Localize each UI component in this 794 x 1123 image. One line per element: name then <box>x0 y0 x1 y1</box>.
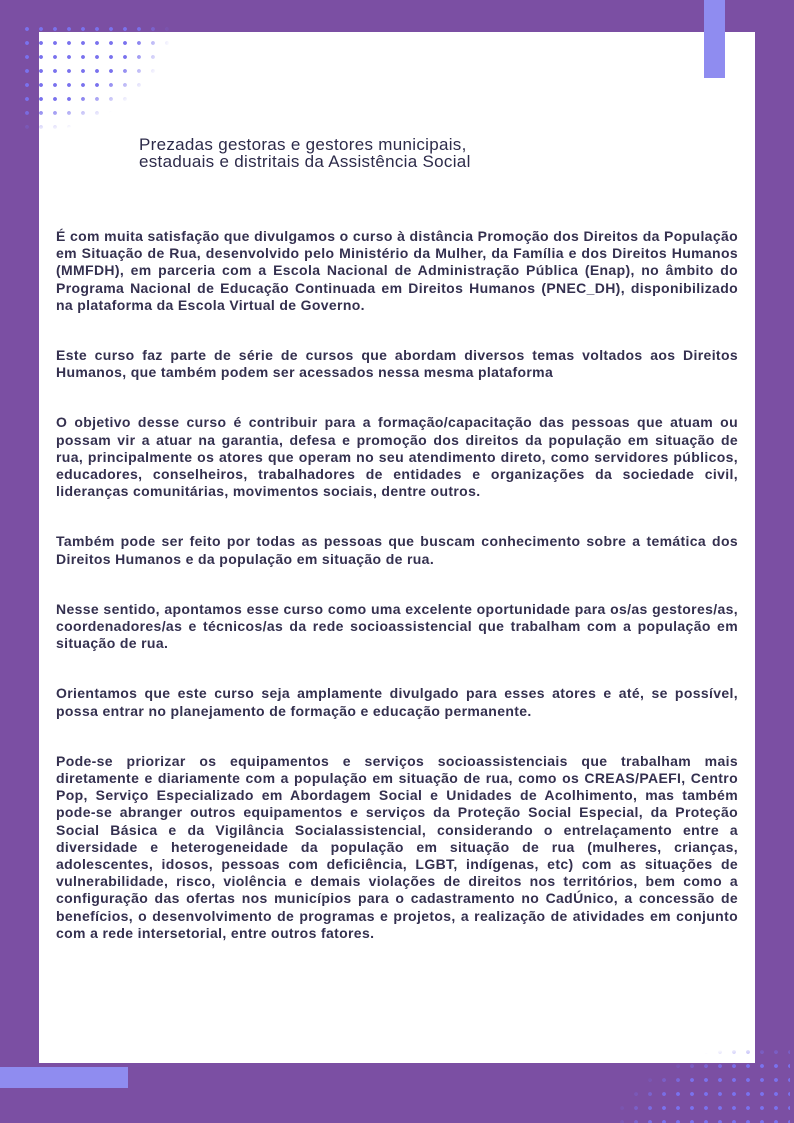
paragraph-priorities: Pode-se priorizar os equipamentos e serviços socioassistenciais que trabalham mais diretamente e diariamente com a população em situação de rua, como os CREAS/PAEFI, Centro Pop, Serviço Especializado em Abordagem Social e Unidades de Acolhimento, mas também pode-se abranger outros equipamentos e serviços da Proteção Social Especial, da Proteção Social Básica e da Vigilância Socialassistencial, considerando o entrelaçamento entre a diversidade e heterogeneidade da população em situação de rua (mulheres, crianças, adolescentes, idosos, pessoas com deficiência, LGBT, indígenas, etc) com as situações de vulnerabilidade, risco, violência e demais violações de direitos nos territórios, bem como a configuração das ofertas nos municípios para o cadastramento no CadÚnico, a concessão de benefícios, o desenvolvimento de programas e projetos, a realização de atividades em conjunto com a rede intersetorial, entre outros fatores. <box>56 752 738 941</box>
dot-pattern-bottom-right <box>615 1045 790 1123</box>
paragraph-opportunity: Nesse sentido, apontamos esse curso como uma excelente oportunidade para os/as gestores/as, coordenadores/as e técnicos/as da rede socioassistencial que trabalham com a população em situação de rua. <box>56 600 738 652</box>
paragraph-guidance: Orientamos que este curso seja amplamente divulgado para esses atores e até, se possível, possa entrar no planejamento de formação e educação permanente. <box>56 685 738 719</box>
salutation-line-2: estaduais e distritais da Assistência Social <box>139 152 471 171</box>
dot-pattern-top-left <box>20 22 170 132</box>
paragraph-intro: É com muita satisfação que divulgamos o curso à distância Promoção dos Direitos da População em Situação de Rua, desenvolvido pelo Ministério da Mulher, da Família e dos Direitos Humanos (MMFDH), em parceria com a Escola Nacional de Administração Pública (Enap), no âmbito do Programa Nacional de Educação Continuada em Direitos Humanos (PNEC_DH), disponibilizado na plataforma da Escola Virtual de Governo. <box>56 228 738 313</box>
letter-salutation <box>139 136 619 170</box>
letter-body <box>56 228 738 975</box>
accent-bar-bottom <box>0 1067 128 1088</box>
paragraph-audience: Também pode ser feito por todas as pessoas que buscam conhecimento sobre a temática dos Direitos Humanos e da população em situação de rua. <box>56 533 738 567</box>
accent-bar-top <box>704 0 725 78</box>
paragraph-objective: O objetivo desse curso é contribuir para a formação/capacitação das pessoas que atuam ou possam vir a atuar na garantia, defesa e promoção dos direitos da população em situação de rua, principalmente os atores que operam no seu atendimento direto, como servidores públicos, educadores, conselheiros, trabalhadores de entidades e organizações da sociedade civil, lideranças comunitárias, movimentos sociais, dentre outros. <box>56 414 738 500</box>
salutation-line-1: Prezadas gestoras e gestores municipais, <box>139 135 467 154</box>
paragraph-series: Este curso faz parte de série de cursos que abordam diversos temas voltados aos Direitos Humanos, que também podem ser acessados nessa mesma plataforma <box>56 347 738 381</box>
